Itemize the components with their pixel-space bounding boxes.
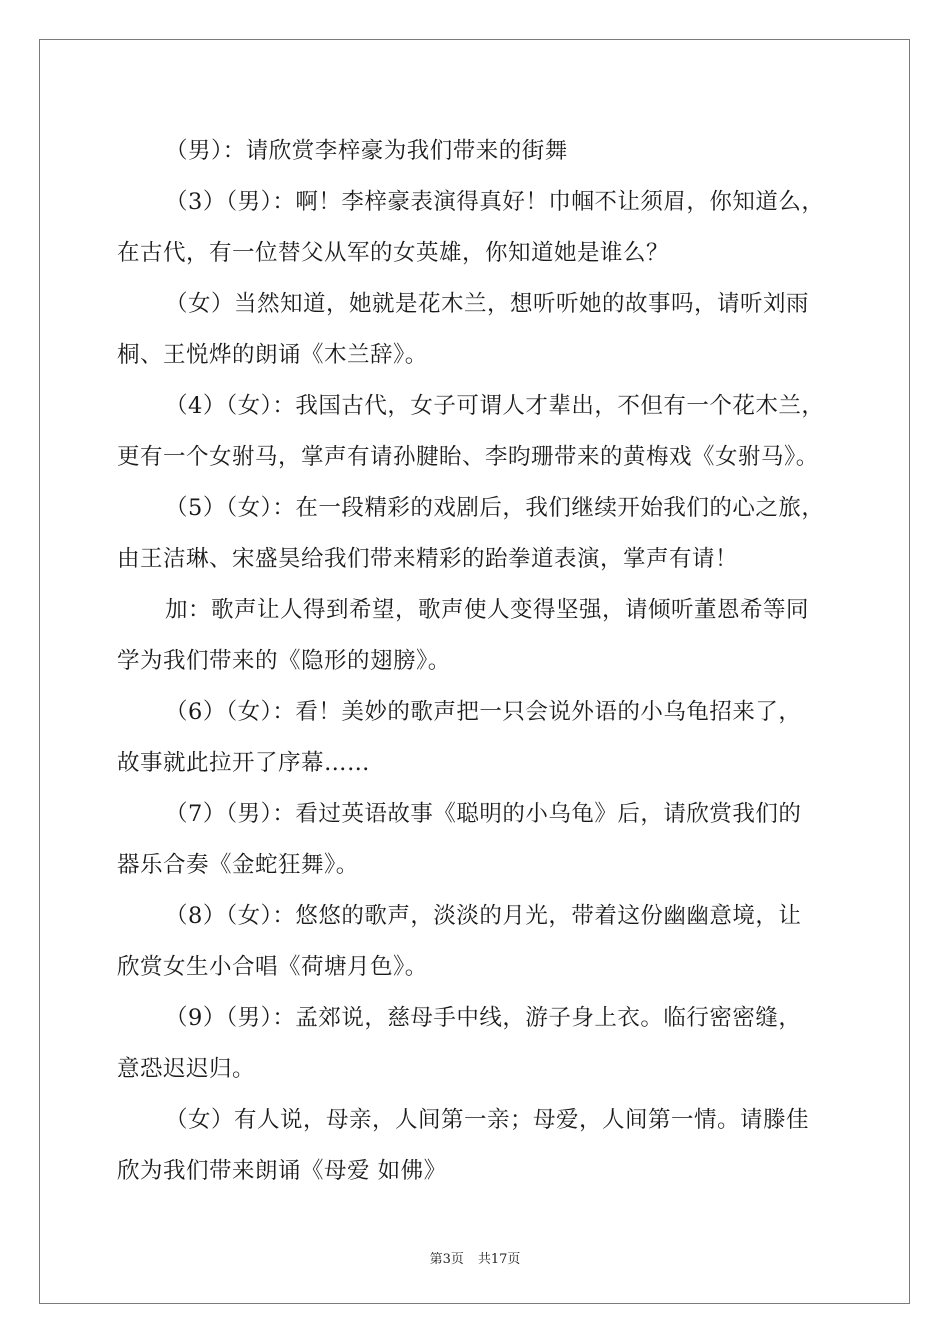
- paragraph-line: （7）（男）：看过英语故事《聪明的小乌龟》后，请欣赏我们的: [165, 801, 802, 827]
- paragraph-line: 故事就此拉开了序幕……: [117, 750, 371, 776]
- paragraph-line: （5）（女）：在一段精彩的戏剧后，我们继续开始我们的心之旅，: [165, 495, 825, 521]
- paragraph-line: （9）（男）：孟郊说，慈母手中线，游子身上衣。临行密密缝，: [165, 1005, 802, 1031]
- paragraph-line: 加：歌声让人得到希望，歌声使人变得坚强，请倾听董恩希等同: [165, 597, 810, 623]
- paragraph-line: 桐、王悦烨的朗诵《木兰辞》。: [117, 342, 428, 368]
- paragraph-line: 更有一个女驸马，掌声有请孙腱眙、李昀珊带来的黄梅戏《女驸马》。: [117, 444, 819, 470]
- paragraph-line: （女）当然知道，她就是花木兰，想听听她的故事吗，请听刘雨: [165, 291, 810, 317]
- page-footer: [0, 1248, 950, 1267]
- paragraph-line: 意恐迟迟归。: [117, 1056, 256, 1082]
- paragraph-line: （男）：请欣赏李梓豪为我们带来的街舞: [165, 138, 568, 164]
- paragraph-line: 学为我们带来的《隐形的翅膀》。: [117, 648, 451, 674]
- paragraph-line: 在古代，有一位替父从军的女英雄，你知道她是谁么？: [117, 240, 670, 266]
- paragraph-line: 欣为我们带来朗诵《母爱 如佛》: [117, 1158, 447, 1184]
- paragraph-line: 由王洁琳、宋盛昊给我们带来精彩的跆拳道表演，掌声有请！: [117, 546, 739, 572]
- page-total: 共17页: [477, 1252, 521, 1267]
- paragraph-line: （6）（女）：看！美妙的歌声把一只会说外语的小乌龟招来了，: [165, 699, 802, 725]
- paragraph-line: （4）（女）：我国古代，女子可谓人才辈出，不但有一个花木兰，: [165, 393, 825, 419]
- page-number: 第3页: [429, 1252, 464, 1267]
- paragraph-line: （3）（男）：啊！李梓豪表演得真好！巾帼不让须眉，你知道么，: [165, 189, 825, 215]
- paragraph-line: 器乐合奏《金蛇狂舞》。: [117, 852, 359, 878]
- paragraph-line: 欣赏女生小合唱《荷塘月色》。: [117, 954, 428, 980]
- paragraph-line: （8）（女）：悠悠的歌声，淡淡的月光，带着这份幽幽意境，让: [165, 903, 802, 929]
- paragraph-line: （女）有人说，母亲，人间第一亲；母爱，人间第一情。请滕佳: [165, 1107, 810, 1133]
